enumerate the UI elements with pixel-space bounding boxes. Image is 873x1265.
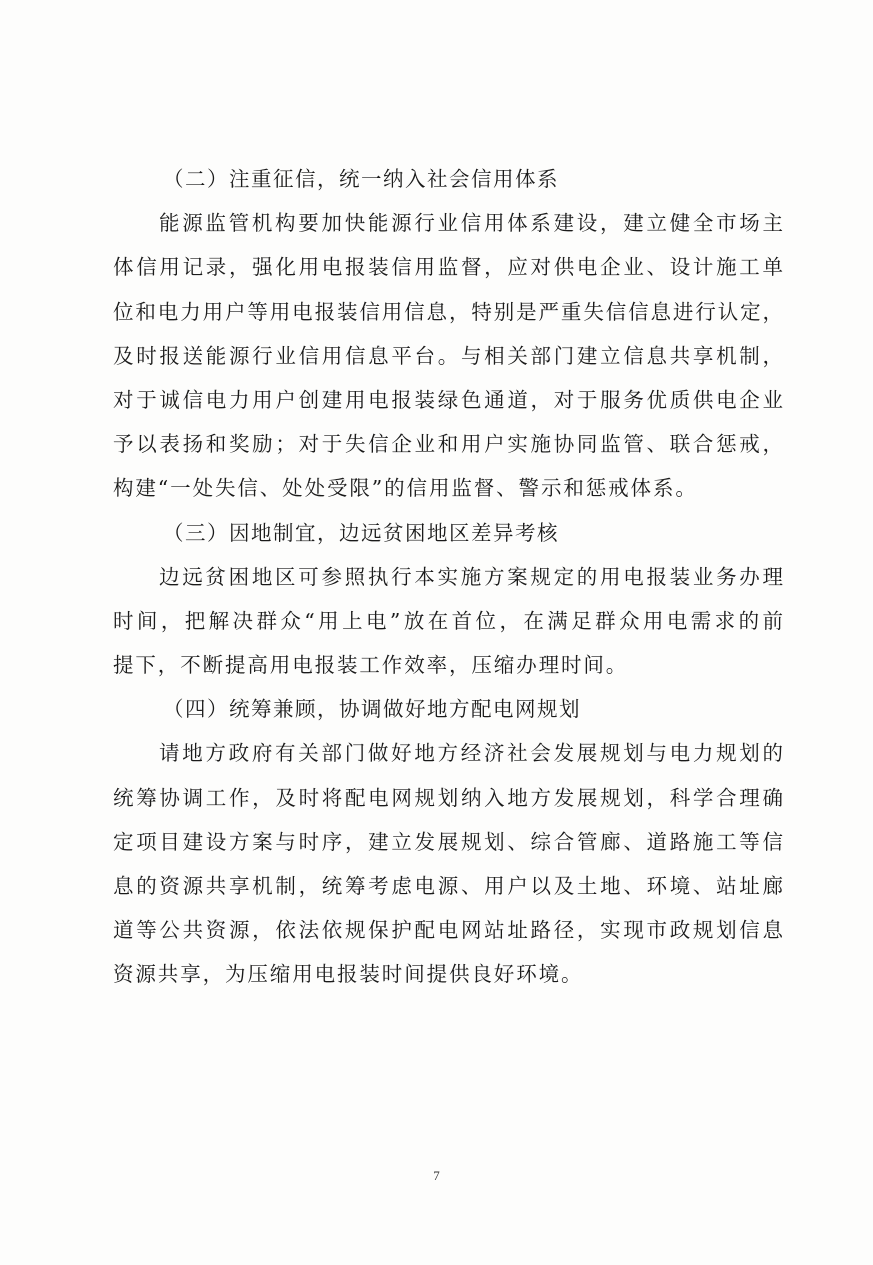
paragraph-line: 定项目建设方案与时序，建立发展规划、综合管廊、道路施工等信 (113, 829, 783, 854)
paragraph-line: 对于诚信电力用户创建用电报装绿色通道，对于服务优质供电企业 (113, 387, 783, 412)
paragraph-line: 构建“一处失信、处处受限”的信用监督、警示和惩戒体系。 (113, 476, 698, 501)
section-heading-4: （四）统筹兼顾，协调做好地方配电网规划 (163, 697, 581, 722)
paragraph-line: 予以表扬和奖励；对于失信企业和用户实施协同监管、联合惩戒， (113, 432, 783, 457)
paragraph-line: 体信用记录，强化用电报装信用监督，应对供电企业、设计施工单 (113, 255, 783, 280)
paragraph-line: 请地方政府有关部门做好地方经济社会发展规划与电力规划的 (159, 741, 783, 766)
page-number: 7 (433, 1168, 440, 1183)
paragraph-line: 道等公共资源，依法依规保护配电网站址路径，实现市政规划信息 (113, 918, 783, 943)
paragraph-line: 及时报送能源行业信用信息平台。与相关部门建立信息共享机制， (113, 343, 783, 368)
paragraph-line: 提下，不断提高用电报装工作效率，压缩办理时间。 (113, 653, 629, 678)
paragraph-line: 时间，把解决群众“用上电”放在首位，在满足群众用电需求的前 (113, 608, 783, 633)
paragraph-line: 位和电力用户等用电报装信用信息，特别是严重失信信息进行认定， (113, 299, 783, 324)
paragraph-line: 资源共享，为压缩用电报装时间提供良好环境。 (113, 962, 584, 987)
document-body (113, 157, 783, 997)
paragraph-line: 边远贫困地区可参照执行本实施方案规定的用电报装业务办理 (159, 564, 783, 589)
paragraph-line: 息的资源共享机制，统筹考虑电源、用户以及土地、环境、站址廊 (113, 874, 783, 898)
paragraph-line: 统筹协调工作，及时将配电网规划纳入地方发展规划，科学合理确 (113, 785, 783, 810)
section-heading-2: （二）注重征信，统一纳入社会信用体系 (163, 167, 559, 191)
paragraph-line: 能源监管机构要加快能源行业信用体系建设，建立健全市场主 (159, 211, 783, 236)
section-heading-3: （三）因地制宜，边远贫困地区差异考核 (163, 520, 559, 545)
